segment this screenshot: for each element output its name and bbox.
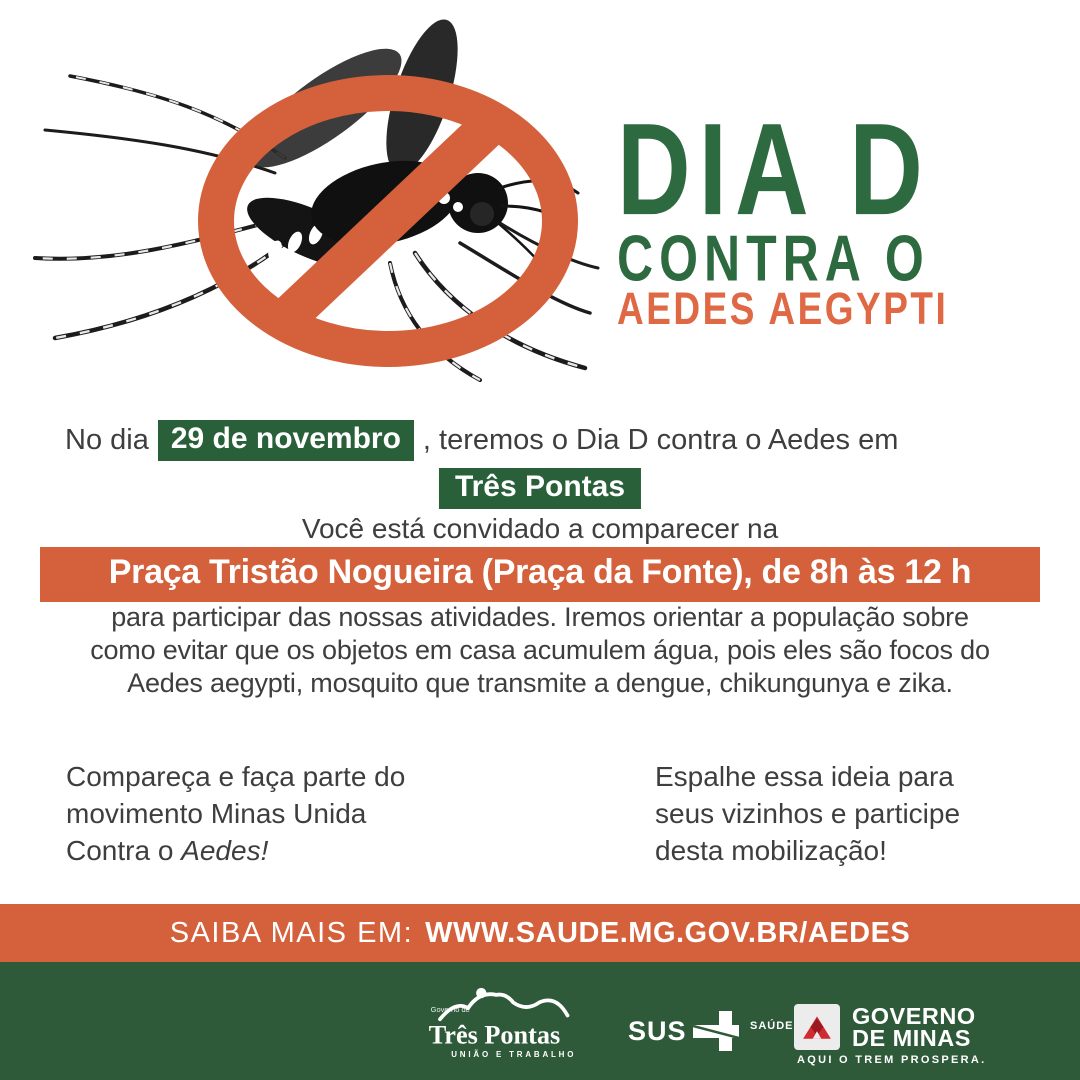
info-bar bbox=[0, 904, 1080, 962]
governo-de-minas-tagline: AQUI O TREM PROSPERA. bbox=[797, 1054, 987, 1066]
left-column-line: movimento Minas Unida bbox=[66, 798, 367, 829]
left-column-line3-prefix: Contra o bbox=[66, 835, 182, 866]
left-column-line3-italic: Aedes! bbox=[181, 835, 269, 866]
mountain-icon bbox=[425, 984, 575, 1062]
footer bbox=[0, 962, 1080, 1080]
tres-pontas-governo-de: Governo de bbox=[430, 1004, 470, 1014]
info-bar-label: SAIBA MAIS EM: bbox=[169, 916, 414, 949]
tres-pontas-name: Três Pontas bbox=[428, 1020, 561, 1050]
tres-pontas-tagline: UNIÃO E TRABALHO bbox=[451, 1049, 575, 1059]
minas-triangle-icon bbox=[801, 1013, 833, 1041]
left-column-line bbox=[66, 832, 405, 869]
date-badge: 29 de novembro bbox=[158, 420, 414, 461]
title-line-dia-d: DIA D bbox=[617, 96, 931, 243]
mosquito-prohibition-svg bbox=[30, 8, 600, 388]
tres-pontas-logo bbox=[425, 984, 575, 1067]
right-column-line: Espalhe essa ideia para bbox=[655, 761, 954, 792]
left-column-line: Compareça e faça parte do bbox=[66, 761, 406, 792]
paragraph-line: para participar das nossas atividades. Iremos orientar a população sobre bbox=[111, 602, 969, 632]
city-badge: Três Pontas bbox=[439, 468, 641, 509]
right-column-line: seus vizinhos e participe bbox=[655, 798, 961, 829]
venue-banner: Praça Tristão Nogueira (Praça da Fonte), de 8h às 12 h bbox=[40, 547, 1040, 602]
left-column-text bbox=[66, 758, 405, 869]
minas-logo-box bbox=[794, 1004, 840, 1050]
paragraph-line: como evitar que os objetos em casa acumulem água, pois eles são focos do bbox=[90, 635, 990, 665]
intro-suffix: , teremos o Dia D contra o Aedes em bbox=[422, 424, 899, 456]
sus-logo bbox=[628, 1010, 739, 1052]
right-column-line: desta mobilização! bbox=[655, 835, 887, 866]
intro-line bbox=[65, 420, 898, 461]
mosquito-prohibition-graphic bbox=[30, 8, 600, 388]
title-line-contra-o: CONTRA O bbox=[617, 222, 930, 295]
title-line-aedes-aegypti: AEDES AEGYPTI bbox=[617, 283, 949, 334]
saude-label: SAÚDE bbox=[750, 1020, 794, 1032]
sus-label: SUS bbox=[628, 1015, 687, 1046]
intro-prefix: No dia bbox=[65, 424, 149, 456]
sus-cross-icon bbox=[693, 1010, 739, 1052]
body-paragraph bbox=[55, 601, 1025, 700]
info-bar-url: WWW.SAUDE.MG.GOV.BR/AEDES bbox=[425, 916, 911, 949]
paragraph-line: Aedes aegypti, mosquito que transmite a dengue, chikungunya e zika. bbox=[127, 668, 953, 698]
invite-line: Você está convidado a comparecer na bbox=[301, 513, 779, 544]
right-column-text bbox=[655, 758, 960, 869]
governo-de-minas-wordmark bbox=[852, 1005, 976, 1049]
governo-line: GOVERNO bbox=[852, 1003, 976, 1029]
governo-line: DE MINAS bbox=[852, 1025, 971, 1051]
